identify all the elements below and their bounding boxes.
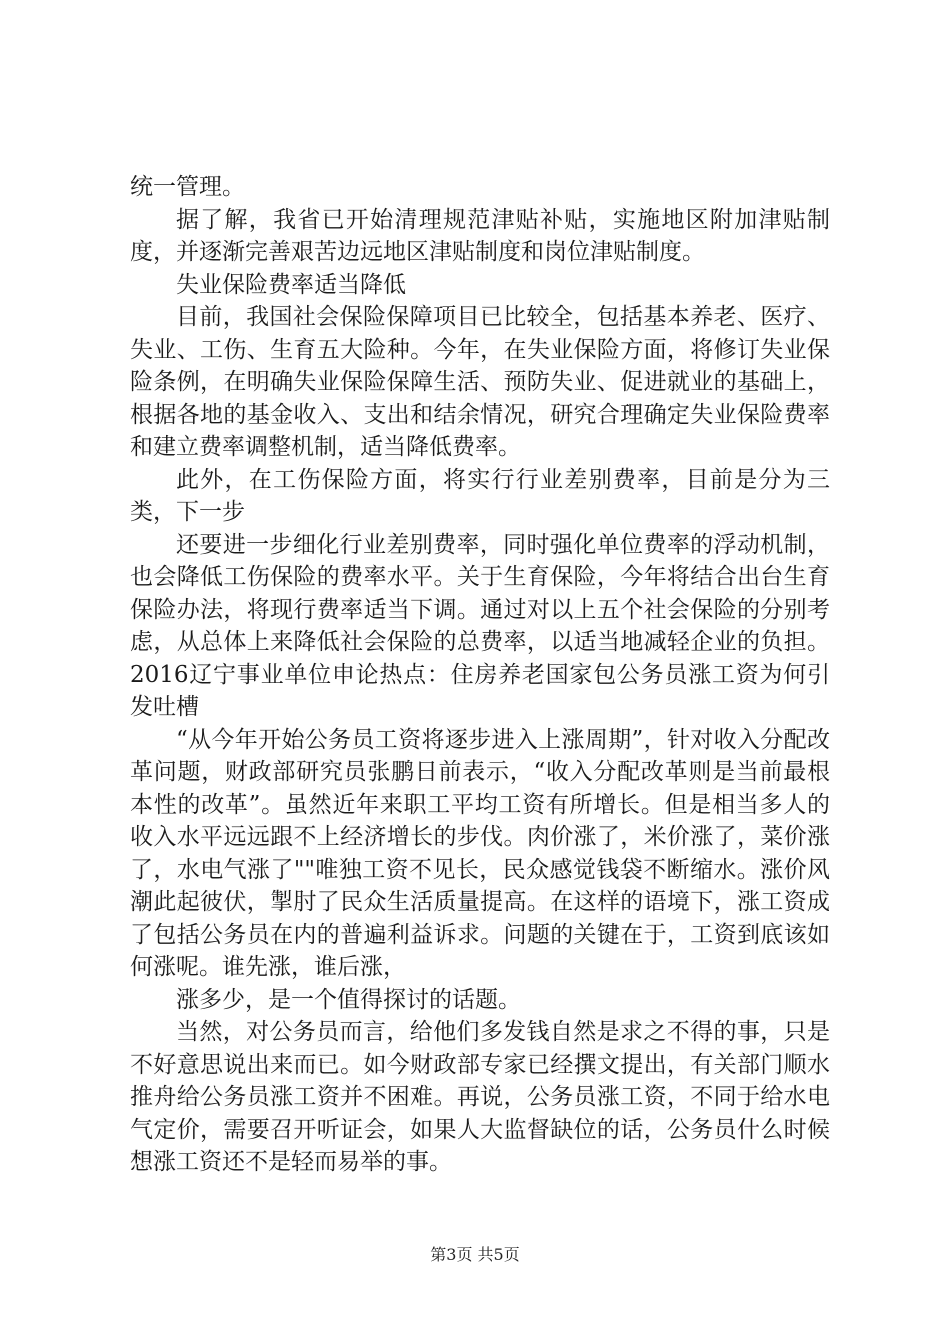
- paragraph-1: 统一管理。: [130, 174, 245, 200]
- paragraph-5: 还要进一步细化行业差别费率，同时强化单位费率的浮动机制，也会降低工伤保险的费率水平。关于生育保险，今年将结合出台生育保险办法，将现行费率适当下调。通过对以上五个社会保险的分别考虑，从总体上来降低社会保险的总费率，以适当地减轻企业的负担。2016辽宁事业单位申论热点：住房养老国家包公务员涨工资为何引发吐槽: [130, 531, 830, 720]
- paragraph-2: 据了解，我省已开始清理规范津贴补贴，实施地区附加津贴制度，并逐渐完善艰苦边远地区津贴制度和岗位津贴制度。: [130, 206, 830, 265]
- paragraph-6: “从今年开始公务员工资将逐步进入上涨周期”，针对收入分配改革问题，财政部研究员张鹏日前表示，“收入分配改革则是当前最根本性的改革”。虽然近年来职工平均工资有所增长。但是相当多人的收入水平远远跟不上经济增长的步伐。肉价涨了，米价涨了，菜价涨了，水电气涨了""唯独工资不见长，民众感觉钱袋不断缩水。涨价风潮此起彼伏，掣肘了民众生活质量提高。在这样的语境下，涨工资成了包括公务员在内的普遍利益诉求。问题的关键在于，工资到底该如何涨呢。谁先涨，谁后涨，: [130, 726, 830, 980]
- document-body: [130, 171, 830, 1179]
- page-number-footer: 第3页 共5页: [430, 1245, 520, 1264]
- paragraph-3: 目前，我国社会保险保障项目已比较全，包括基本养老、医疗、失业、工伤、生育五大险种。今年，在失业保险方面，将修订失业保险条例，在明确失业保险保障生活、预防失业、促进就业的基础上，根据各地的基金收入、支出和结余情况，研究合理确定失业保险费率和建立费率调整机制，适当降低费率。: [130, 304, 830, 460]
- paragraph-4: 此外，在工伤保险方面，将实行行业差别费率，目前是分为三类，下一步: [130, 466, 830, 525]
- paragraph-7: 涨多少，是一个值得探讨的话题。: [176, 986, 521, 1013]
- section-heading: 失业保险费率适当降低: [176, 271, 406, 298]
- paragraph-8: 当然，对公务员而言，给他们多发钱自然是求之不得的事，只是不好意思说出来而已。如今财政部专家已经撰文提出，有关部门顺水推舟给公务员涨工资并不困难。再说，公务员涨工资，不同于给水电气定价，需要召开听证会，如果人大监督缺位的话，公务员什么时候想涨工资还不是轻而易举的事。: [130, 1019, 830, 1175]
